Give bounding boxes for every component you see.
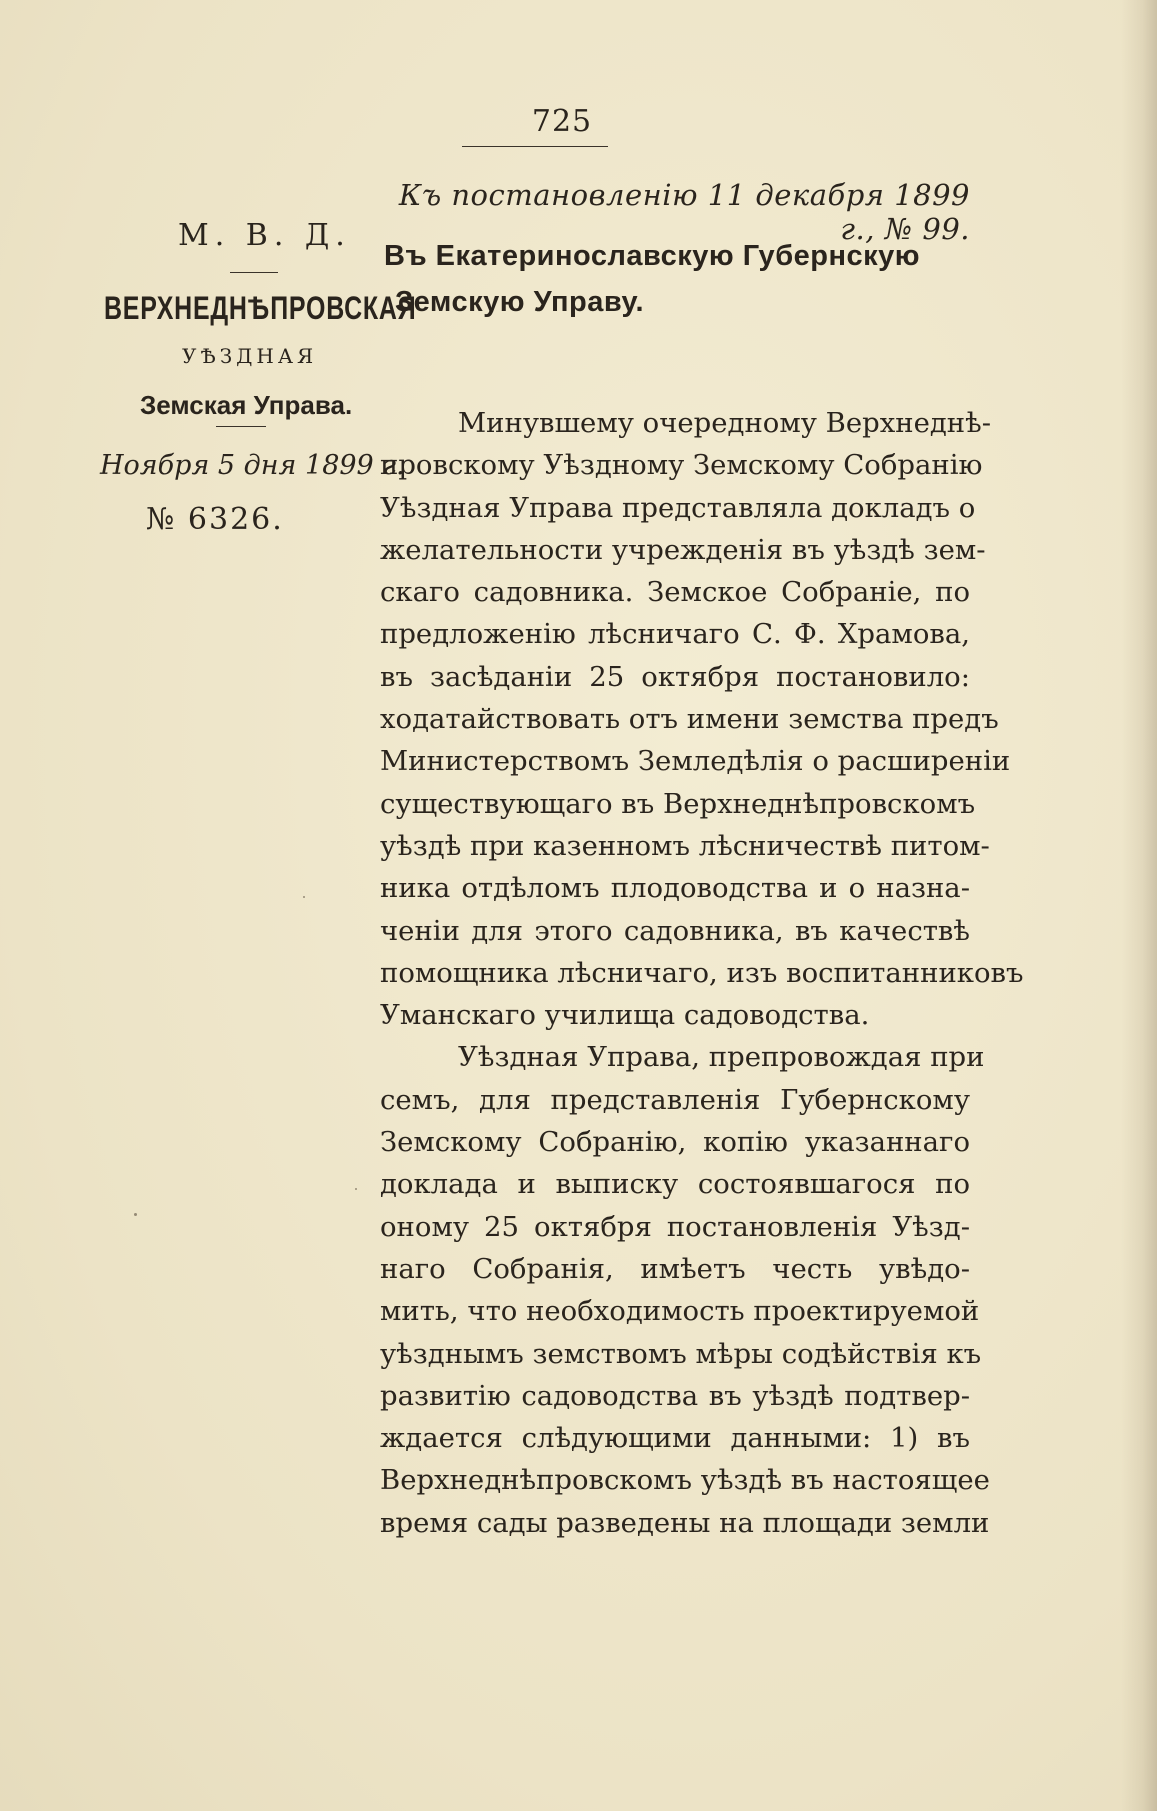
paper-speck	[355, 1188, 357, 1190]
body-line: скаго садовника. Земское Собраніе, по	[380, 576, 970, 609]
body-line: въ засѣданіи 25 октября постановило:	[380, 660, 970, 693]
body-line: оному 25 октября постановленія Уѣзд-	[380, 1210, 970, 1243]
district-name: ВЕРХНЕДНѢПРОВСКАЯ	[104, 290, 417, 326]
spine-shadow	[1121, 0, 1157, 1811]
body-line: Земскому Собранію, копію указаннаго	[380, 1126, 970, 1159]
body-line: существующаго въ Верхнеднѣпровскомъ	[380, 787, 976, 820]
page-number-rule	[462, 146, 608, 147]
body-line: мить, что необходимость проектируемой	[380, 1295, 980, 1328]
ministry-rule	[230, 272, 278, 273]
body-line: Министерствомъ Земледѣлія о расширеніи	[380, 745, 1011, 778]
body-line: желательности учрежденія въ уѣздѣ зем-	[380, 533, 986, 566]
body-line: развитію садоводства въ уѣздѣ подтвер-	[380, 1379, 970, 1412]
body-line: ходатайствовать отъ имени земства предъ	[380, 703, 999, 736]
page-number: 725	[531, 104, 593, 139]
ministry-abbreviation: М. В. Д.	[178, 218, 351, 253]
district-type: УѢЗДНАЯ	[182, 344, 318, 368]
body-line: ждается слѣдующими данными: 1) въ	[380, 1422, 970, 1455]
document-number: № 6326.	[146, 502, 284, 537]
body-line: ченіи для этого садовника, въ качествѣ	[380, 914, 970, 947]
body-line: Минувшему очередному Верхнеднѣ-	[458, 407, 991, 439]
authority-name: Земская Управа.	[140, 390, 353, 420]
document-date: Ноября 5 дня 1899 г.	[100, 450, 405, 481]
body-line: доклада и выписку состоявшагося по	[380, 1168, 970, 1201]
addressee-line-1: Въ Екатеринославскую Губернскую	[384, 240, 920, 272]
body-line: наго Собранія, имѣетъ честь увѣдо-	[380, 1252, 970, 1285]
paper-speck	[134, 1213, 137, 1216]
letter-body	[380, 402, 1024, 1544]
addressee-line-2: Земскую Управу.	[395, 286, 645, 318]
body-line: уѣздѣ при казенномъ лѣсничествѣ питом-	[380, 829, 990, 862]
body-line: семъ, для представленія Губернскому	[380, 1083, 970, 1116]
body-line: ника отдѣломъ плодоводства и о назна-	[380, 872, 970, 905]
body-line: провскому Уѣздному Земскому Собранію	[380, 449, 983, 482]
resolution-reference: Къ постановленію 11 декабря 1899 г., № 99.	[398, 178, 970, 246]
body-line: Верхнеднѣпровскомъ уѣздѣ въ настоящее	[380, 1464, 990, 1497]
authority-rule	[216, 426, 266, 427]
body-line: Уѣздная Управа, препровождая при	[458, 1041, 985, 1074]
body-line: время сады разведены на площади земли	[380, 1506, 990, 1539]
body-line: уѣзднымъ земствомъ мѣры содѣйствія къ	[380, 1337, 982, 1370]
body-line: помощника лѣсничаго, изъ воспитанниковъ	[380, 956, 1024, 989]
body-line: Уѣздная Управа представляла докладъ о	[380, 491, 976, 524]
body-line: Уманскаго училища садоводства.	[380, 999, 870, 1032]
body-line: предложенію лѣсничаго С. Ф. Храмова,	[380, 618, 970, 651]
paper-speck	[303, 896, 305, 898]
